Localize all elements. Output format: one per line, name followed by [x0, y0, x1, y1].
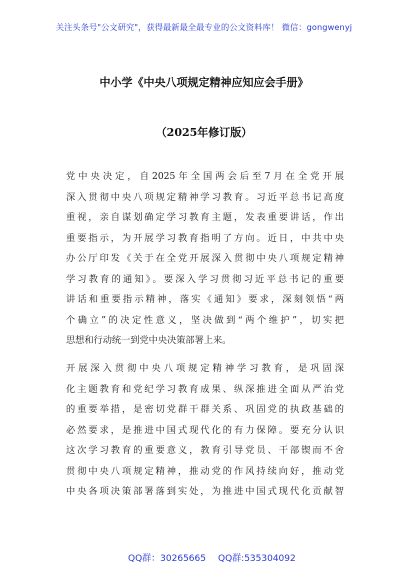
paragraph-line: 贯彻中央八项规定精神，推动党的作风持续向好，推动党 [66, 465, 344, 477]
paragraph-line: 思想和行动统一到党中央决策部署上来。 [66, 335, 232, 346]
qq-group-2: QQ群:535304092 [218, 554, 296, 564]
paragraph-line: 学习教育的通知》。要深入学习贯彻习近平总书记的重要 [66, 273, 344, 285]
paragraph-line: 化主题教育和党纪学习教育成果、纵深推进全面从严治党 [66, 383, 344, 395]
paragraph-line: 党中央决定，自2025年全国两会后至7月在全党开展 [66, 171, 344, 182]
document-title: 中小学《中央八项规定精神应知应会手册》 [99, 76, 309, 89]
paragraph-line: 重视，亲自谋划确定学习教育主题，发表重要讲话，作出 [66, 212, 344, 223]
paragraph-2 [66, 359, 344, 503]
paragraph-line: 的重要举措，是密切党群干群关系、巩固党的执政基础的 [66, 404, 344, 415]
qq-group-1: QQ群：30265665 [128, 554, 206, 564]
paragraph-line: 深入贯彻中央八项规定精神学习教育。习近平总书记高度 [66, 191, 344, 203]
paragraph-line: 开展深入贯彻中央八项规定精神学习教育，是巩固深 [66, 363, 344, 374]
paragraph-line: 必然要求，是推进中国式现代化的有力保障。要充分认识 [66, 424, 344, 436]
document-subtitle: （2025年修订版） [155, 126, 253, 139]
paragraph-line: 这次学习教育的重要意义，教育引导党员、干部锲而不舍 [66, 445, 344, 456]
paragraph-line: 重要指示，为开展学习教育指明了方向。近日，中共中央 [66, 232, 344, 244]
paragraph-line: 个确立”的决定性意义，坚决做到“两个维护”，切实把 [66, 314, 344, 326]
paragraph-line: 讲话和重要指示精神，落实《通知》要求，深刻领悟“两 [66, 294, 344, 305]
paragraph-line: 办公厅印发《关于在全党开展深入贯彻中央八项规定精神 [66, 253, 344, 264]
paragraph-1 [66, 167, 344, 352]
paragraph-line: 中央各项决策部署落到实处，为推进中国式现代化贡献智 [66, 486, 344, 497]
promo-banner: 关注头条号"公文研究"，获得最新最全最专业的公文资料库！ 微信：gongwenyj [55, 22, 353, 32]
